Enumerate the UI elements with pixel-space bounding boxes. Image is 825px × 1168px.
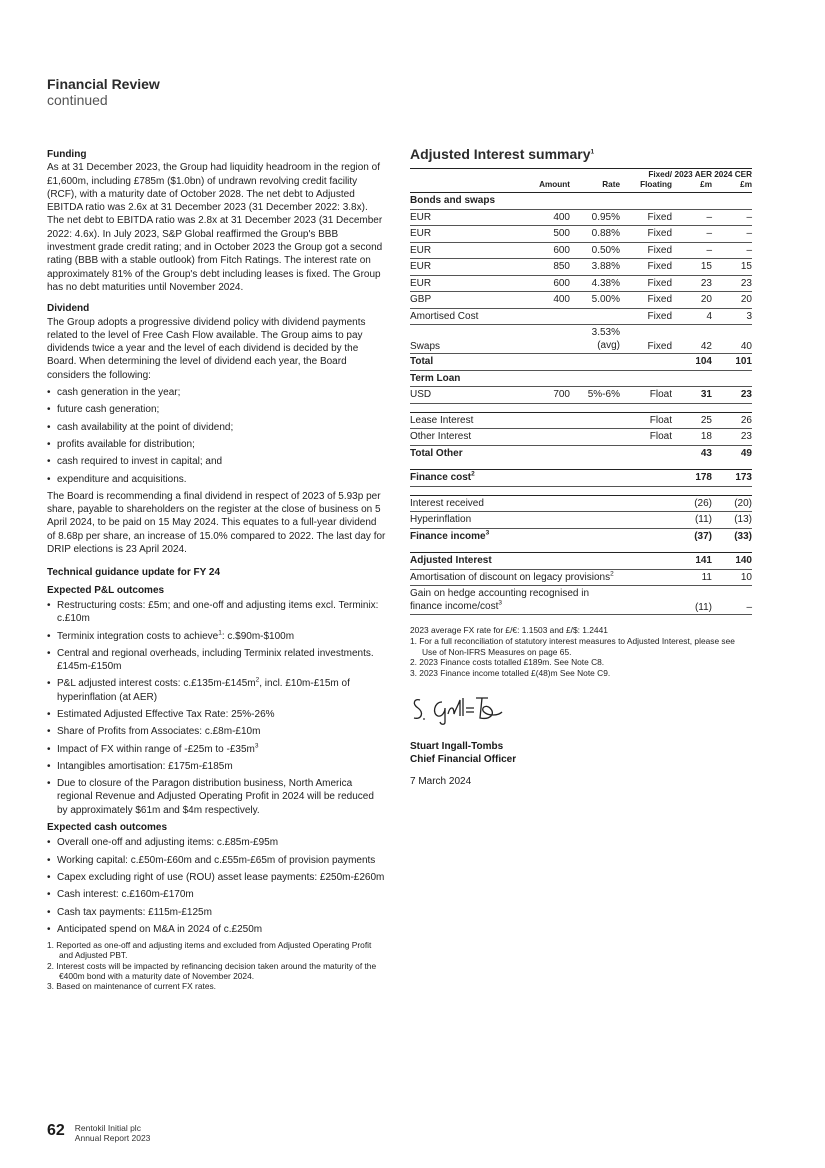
funding-text: As at 31 December 2023, the Group had liquidity headroom in the region of £1,600m, including £785m ($1.0bn) of undrawn revolving credit facility (RCF), with a maturity date of October 2028. The net debt to Adjusted EBITDA ratio was 2.6x at 31 December 2023 (31 December 2022: 3.8x). The net debt to EBITDA ratio was 2.8x at 31 December 2023 (31 December 2022: 4.6x). In July 2023, S&P Global reaffirmed the Group's BBB investment grade credit rating; and in October 2023 the Group got a second rating (BBB with a stable outlook) from Fitch Ratings. The interest rate on approximately 81% of the Group's debt including leases is fixed. The Group has no debt maturities until November 2024. [47,162,383,293]
list-item: • expenditure and acquisitions. [47,473,387,486]
dividend-heading: Dividend [47,303,90,315]
table-row-total: Total 104 101 [410,354,752,371]
list-item: • Estimated Adjusted Effective Tax Rate: 25%-26% [47,708,387,721]
table-row: Amortisation of discount on legacy provisions$^2$ 11 10 [410,569,752,586]
list-item: • profits available for distribution; [47,438,387,451]
dividend-considerations-list [47,386,387,486]
table-row: Swaps 3.53% (avg) Fixed 42 40 [410,325,752,354]
header-2023: 2023 AER £m [674,170,712,189]
signature [410,692,752,728]
list-item: • P&L adjusted interest costs: $c.£135m-£145m^2$, incl. £10m-£15m of hyperinflation (at AER) [47,677,387,704]
left-column [47,148,387,991]
header-rate: Rate [602,180,620,189]
pl-outcomes-list [47,599,387,817]
list-item: • Cash tax payments: £115m-£125m [47,906,387,919]
table-row-total-other: Total Other 43 49 [410,447,752,459]
list-item: • cash generation in the year; [47,386,387,399]
footnote: 1. Reported as one-off and adjusting items and excluded from Adjusted Operating Profit and Adjusted PBT. [47,940,372,961]
page-number: 62 [47,1122,65,1139]
table-row: EUR 400 0.95% Fixed – – [410,209,752,226]
footnote: 1. For a full reconciliation of statutory interest measures to Adjusted Interest, please see Use of Non-IFRS Measures on page 65. [410,636,735,657]
dividend-text: The Group adopts a progressive dividend policy with dividend payments related to the level of Free Cash Flow available. The Group aims to pay dividends twice a year and the level of each dividend is decided by the Board. When determining the level of dividend each year, the Board considers the following: [47,316,366,381]
table-row [410,370,752,387]
table-row [410,193,752,210]
list-item: • Capex excluding right of use (ROU) asset lease payments: £250m-£260m [47,871,387,884]
signature-date: 7 March 2024 [410,776,472,788]
fx-rate-note: 2023 average FX rate for £/€: 1.1503 and £/$: 1.2441 [410,625,608,635]
page-subtitle: continued [47,92,108,108]
table-row: USD 700 5%-6% Float 31 23 [410,387,752,404]
signer-block [410,740,752,766]
table-title: Adjusted Interest summary$^1$ [410,146,595,162]
list-item: • Working capital: c.£50m-£60m and c.£55m-£65m of provision payments [47,854,387,867]
header-amount: Amount [539,180,570,189]
table-row: Gain on hedge accounting recognised in finance income/cost$^3$ (11) – [410,586,752,615]
list-item: • cash required to invest in capital; and [47,455,387,468]
guidance-footnotes [47,940,387,991]
list-item: • Anticipated spend on M&A in 2024 of c.£250m [47,923,387,936]
list-item: • cash availability at the point of dividend; [47,421,387,434]
table-row: EUR 850 3.88% Fixed 15 15 [410,259,752,276]
header-label [410,169,518,193]
table-row: Lease Interest Float 25 26 [410,412,752,429]
list-item: • Restructuring costs: £5m; and one-off and adjusting items excl. Terminix: c.£10m [47,599,387,626]
table-notes [410,625,752,678]
cash-outcomes-heading: Expected cash outcomes [47,822,168,834]
table-row: EUR 600 0.50% Fixed – – [410,242,752,259]
list-item: • future cash generation; [47,403,387,416]
table-row: Hyperinflation (11) (13) [410,512,752,529]
list-item: • Intangibles amortisation: £175m-£185m [47,760,387,773]
list-item: • Impact of FX within range of -£25m to $-£35m^3$ [47,743,387,756]
table-row: EUR 500 0.88% Fixed – – [410,226,752,243]
footnote: 2. 2023 Finance costs totalled £189m. See Note C8. [410,657,605,668]
guidance-heading: Technical guidance update for FY 24 [47,567,221,579]
page-footer [47,1122,150,1143]
pl-outcomes-heading: Expected P&L outcomes [47,584,165,596]
table-row: Amortised Cost Fixed 4 3 [410,308,752,325]
header-2024: 2024 CER £m [714,170,752,189]
table-row-finance-income: Finance income$^3$ (37) (33) [410,529,752,542]
table-row-adjusted-interest: Adjusted Interest 141 140 [410,553,752,570]
signer-title: Chief Financial Officer [410,754,517,766]
header-fixed-floating: Fixed/ Floating [640,170,672,189]
list-item: • Share of Profits from Associates: c.£8m-£10m [47,725,387,738]
page-header [47,76,160,109]
footer-company: Rentokil Initial plc Annual Report 2023 [74,1123,151,1143]
cash-outcomes-list [47,836,387,936]
signature-icon [410,692,520,728]
bonds-group-label: Bonds and swaps [410,193,752,210]
term-loan-group-label: Term Loan [410,370,752,387]
list-item: • Cash interest: c.£160m-£170m [47,888,387,901]
table-row: GBP 400 5.00% Fixed 20 20 [410,292,752,309]
dividend-recommendation-text: The Board is recommending a final dividend in respect of 2023 of 5.93p per share, payable to shareholders on the register at the close of business on 5 April 2024, to be paid on 15 May 2024. This equates to a full-year dividend of 8.68p per share, an increase of 15.0% compared to 2022. The last day for DRIP elections is 23 April 2024. [47,490,386,556]
list-item: • Terminix integration costs to achieve$^1$: c.$90m-$100m [47,630,387,643]
right-column [410,146,752,787]
footnote: 2. Interest costs will be impacted by refinancing decision taken around the maturity of the €400m bond with a maturity date of November 2024. [47,960,377,981]
table-row: Other Interest Float 18 23 [410,429,752,446]
table-row: Interest received (26) (20) [410,495,752,512]
footnote: 3. Based on maintenance of current FX rates. [47,980,216,991]
funding-heading: Funding [47,149,87,160]
list-item: • Due to closure of the Paragon distribution business, North America regional Revenue and Adjusted Operating Profit in 2024 will be reduced by approximately $61m and $4m respectively. [47,777,387,817]
page-title: Financial Review [47,76,160,92]
table-row-finance-cost: Finance cost$^2$ 178 173 [410,470,752,487]
table-header-row [410,169,752,193]
adjusted-interest-table [410,168,752,615]
signer-name: Stuart Ingall-Tombs [410,741,504,753]
footnote: 3. 2023 Finance income totalled £(48)m See Note C9. [410,667,611,678]
list-item: • Overall one-off and adjusting items: c.£85m-£95m [47,836,387,849]
table-row: EUR 600 4.38% Fixed 23 23 [410,275,752,292]
list-item: • Central and regional overheads, including Terminix related investments. £145m-£150m [47,647,387,674]
